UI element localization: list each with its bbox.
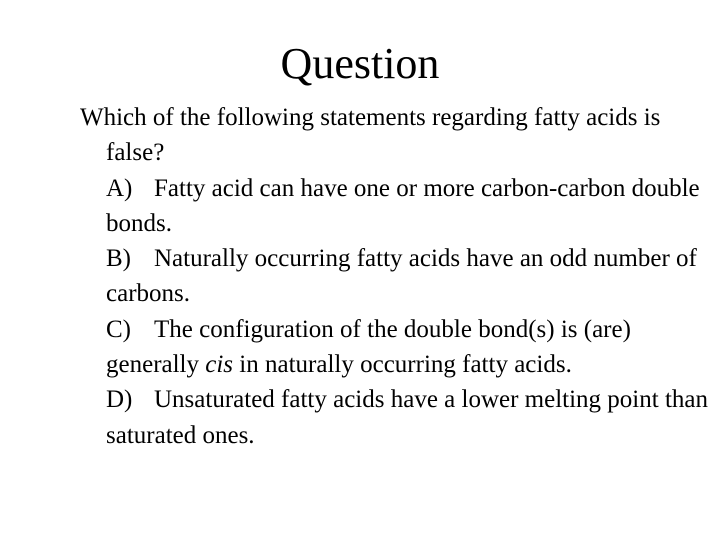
option-letter: B) — [106, 245, 131, 273]
option-c — [80, 312, 712, 383]
option-text: Fatty acid can have one or more carbon-carbon double bonds. — [106, 174, 700, 237]
option-letter: A) — [106, 174, 133, 202]
option-letter: C) — [106, 315, 131, 343]
question-body — [80, 100, 712, 453]
question-text: Which of the following statements regarding fatty acids is false? — [80, 104, 661, 167]
option-text: Naturally occurring fatty acids have an odd number of carbons. — [106, 245, 697, 308]
option-text-after: in naturally occurring fatty acids. — [233, 351, 572, 379]
option-text: Unsaturated fatty acids have a lower melting point than saturated ones. — [106, 386, 708, 449]
option-a — [80, 171, 712, 242]
slide-title: Question — [280, 39, 440, 88]
option-text: The configuration of the double bond(s) is (are) generally — [106, 315, 631, 379]
option-letter: D) — [106, 386, 133, 414]
option-d — [80, 382, 712, 453]
option-italic-term: cis — [205, 351, 234, 379]
option-b — [80, 241, 712, 312]
